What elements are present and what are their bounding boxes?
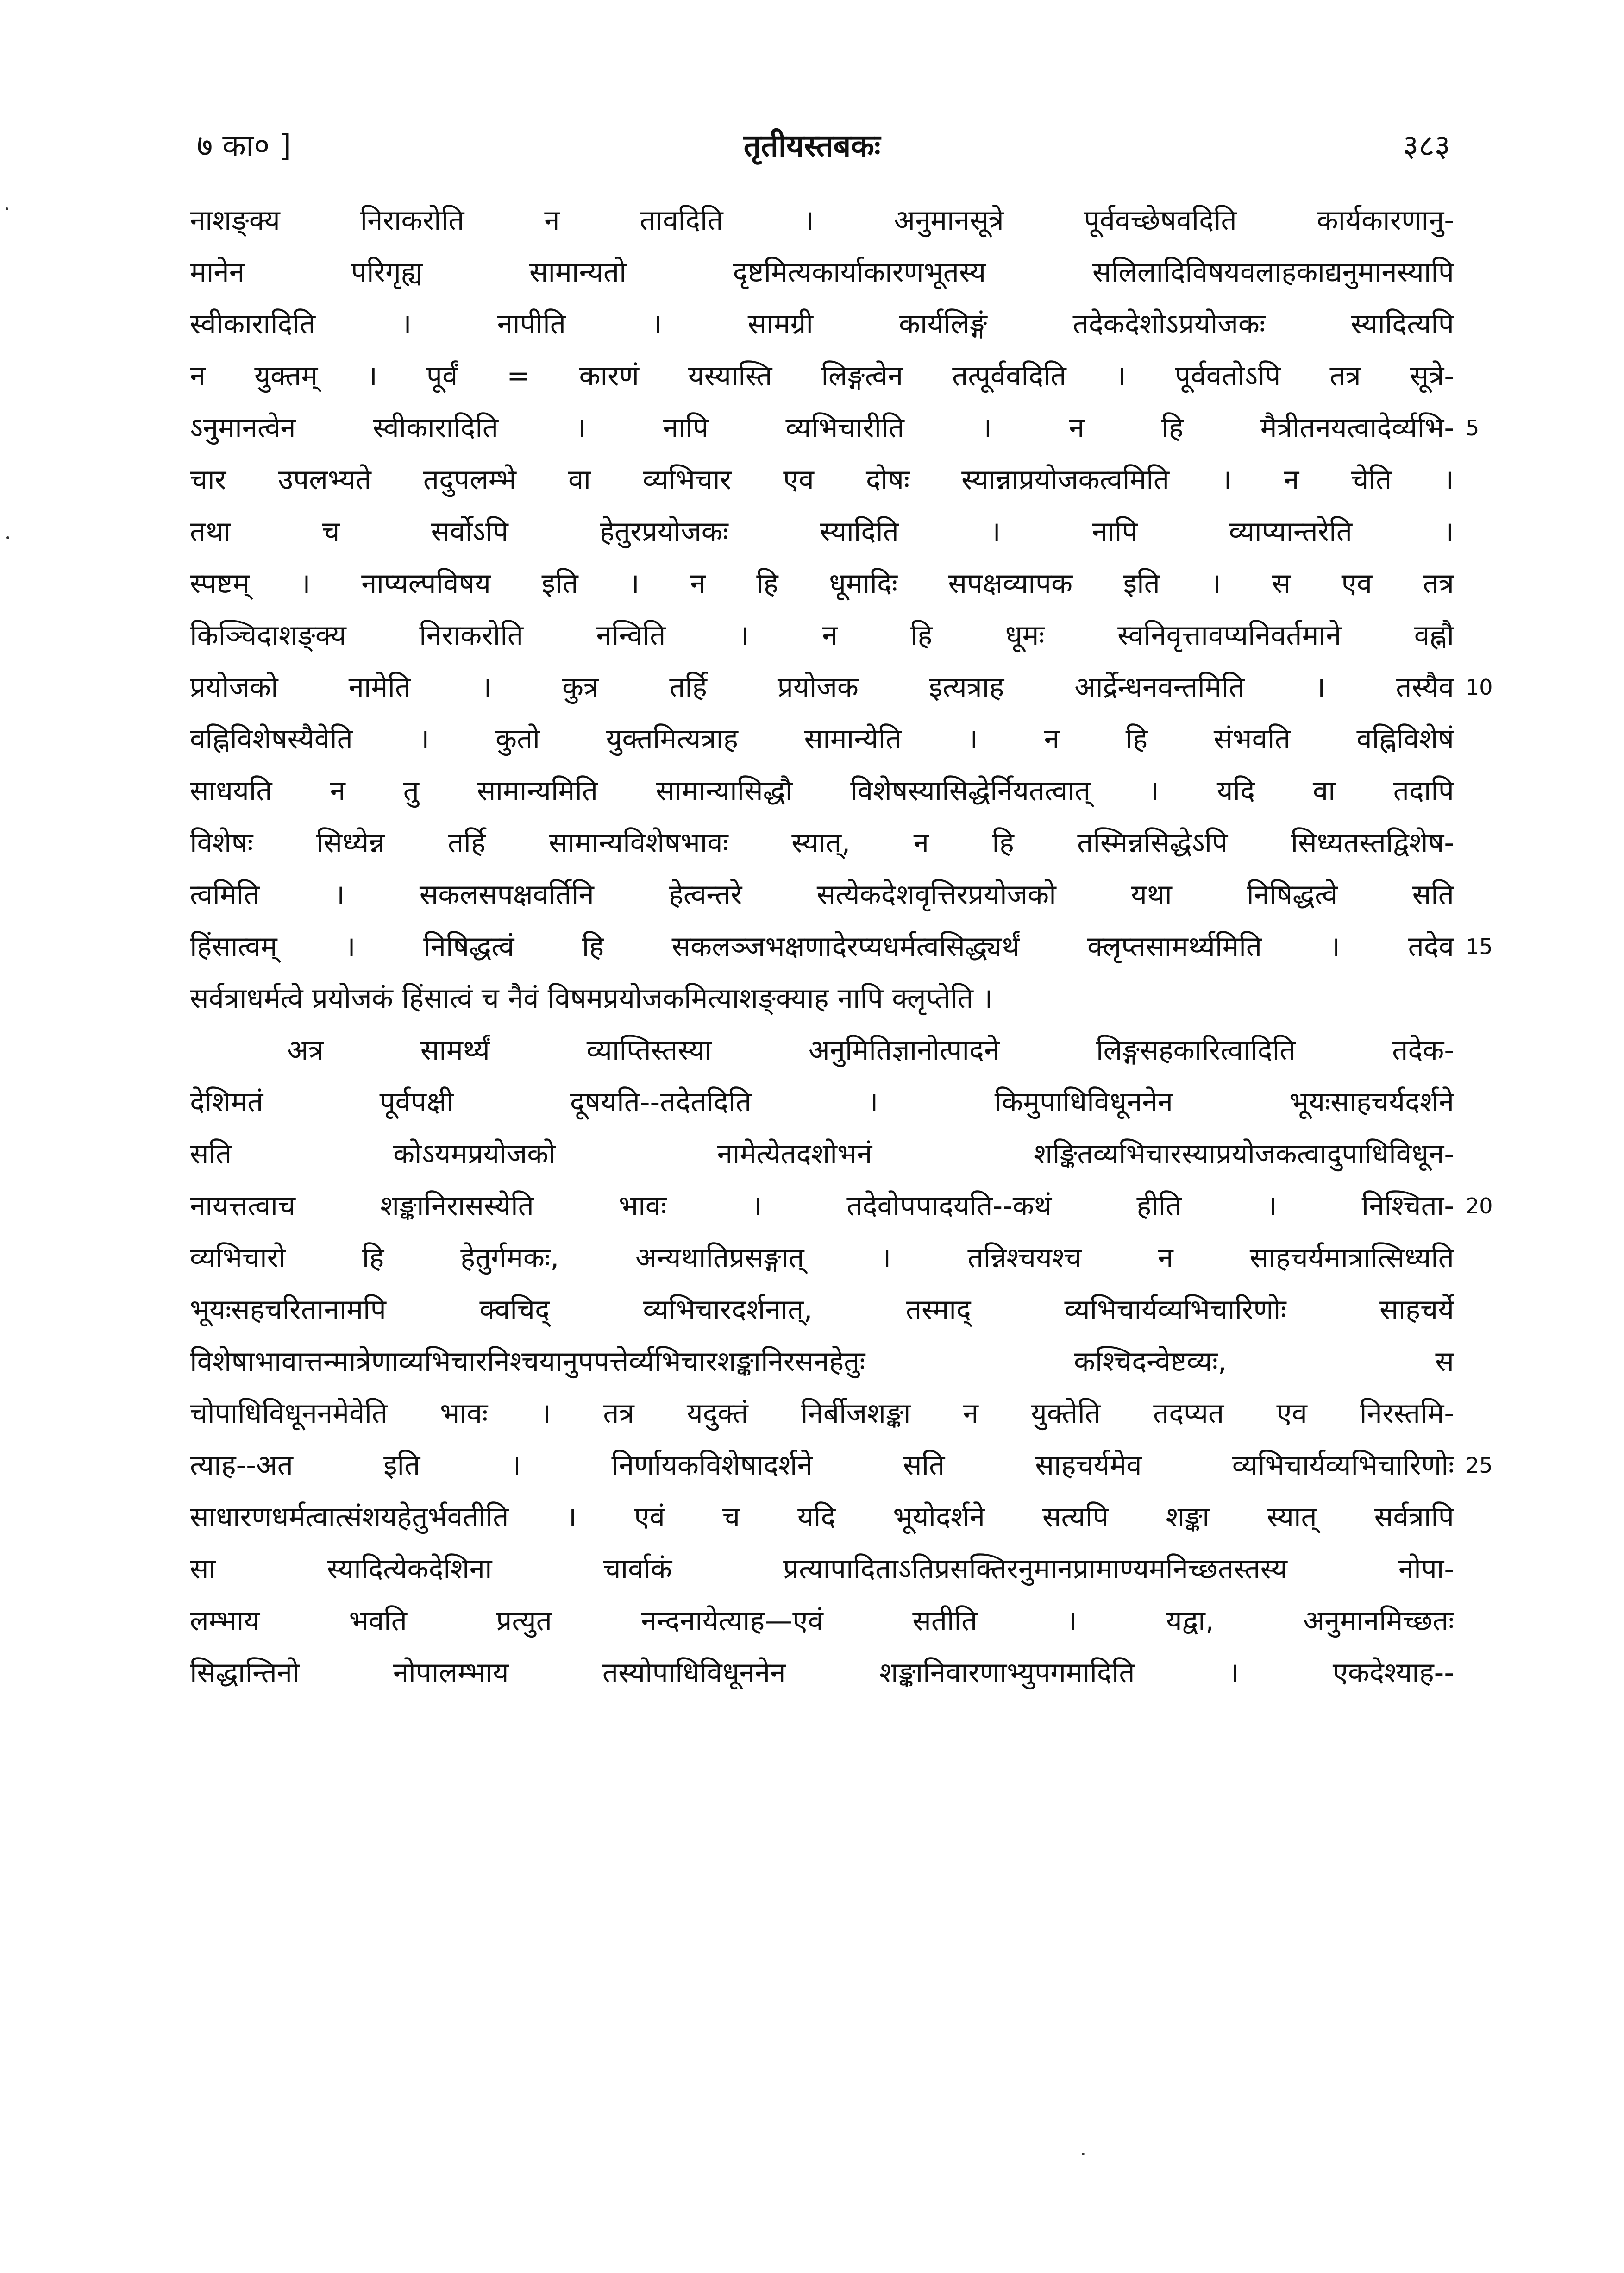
text-line: अत्र सामर्थ्यं व्याप्तिस्तस्या अनुमितिज्ञानोत्पादने लिङ्गसहकारित्वादिति तदेक- xyxy=(287,1034,1454,1067)
text-line: प्रयोजको नामेति । कुत्र तर्हि प्रयोजक इत्यत्राह आर्द्रेन्धनवन्तमिति । तस्यैव xyxy=(190,671,1454,703)
text-line: स्वीकारादिति । नापीति । सामग्री कार्यलिङ्गं तदेकदेशोऽप्रयोजकः स्यादित्यपि xyxy=(190,308,1454,340)
page-number: ३८३ xyxy=(1403,128,1450,163)
text-line: स्पष्टम् । नाप्यल्पविषय इति । न हि धूमादिः सपक्षव्यापक इति । स एव तत्र xyxy=(190,567,1454,600)
text-line: सर्वत्राधर्मत्वे प्रयोजकं हिंसात्वं च नैवं विषमप्रयोजकमित्याशङ्क्याह नापि क्लृप्तेति । xyxy=(190,982,993,1015)
text-line: भूयःसहचरितानामपि क्वचिद् व्यभिचारदर्शनात्, तस्माद् व्यभिचार्यव्यभिचारिणोः साहचर्ये xyxy=(190,1293,1454,1326)
header-chapter-title: तृतीयस्तबकः xyxy=(743,128,881,163)
text-line: किञ्चिदाशङ्क्य निराकरोति नन्विति । न हि धूमः स्वनिवृत्तावप्यनिवर्तमाने वह्नौ xyxy=(190,619,1454,652)
text-line: त्वमिति । सकलसपक्षवर्तिनि हेत्वन्तरे सत्येकदेशवृत्तिरप्रयोजको यथा निषिद्धत्वे सति xyxy=(190,879,1454,911)
text-line: हिंसात्वम् । निषिद्धत्वं हि सकलञ्जभक्षणादेरप्यधर्मत्वसिद्ध्यर्थं क्लृप्तसामर्थ्यमिति । तदेव xyxy=(190,930,1454,963)
text-line: सति कोऽयमप्रयोजको नामेत्येतदशोभनं शङ्कितव्यभिचारस्याप्रयोजकत्वादुपाधिविधून- xyxy=(190,1138,1454,1170)
scan-speck xyxy=(1082,2153,1085,2155)
line-number: 10 xyxy=(1466,675,1493,700)
text-line: चोपाधिविधूननमेवेति भावः । तत्र यदुक्तं निर्बीजशङ्का न युक्तेति तदप्यत एव निरस्तमि- xyxy=(190,1397,1454,1430)
text-line: ऽनुमानत्वेन स्वीकारादिति । नापि व्यभिचारीति । न हि मैत्रीतनयत्वादेर्व्यभि- xyxy=(190,412,1454,444)
text-line: विशेषः सिध्येन्न तर्हि सामान्यविशेषभावः स्यात्, न हि तस्मिन्नसिद्धेऽपि सिध्यतस्तद्विशेष- xyxy=(190,827,1454,859)
text-line: व्यभिचारो हि हेतुर्गमकः, अन्यथातिप्रसङ्गात् । तन्निश्चयश्च न साहचर्यमात्रात्सिध्यति xyxy=(190,1242,1454,1274)
scan-speck xyxy=(6,207,8,210)
text-line: सा स्यादित्येकदेशिना चार्वाकं प्रत्यापादिताऽतिप्रसक्तिरनुमानप्रामाण्यमनिच्छतस्तस्य नोपा- xyxy=(190,1553,1454,1585)
header-section-ref: ७ का० ] xyxy=(197,128,292,163)
line-number: 25 xyxy=(1466,1453,1493,1478)
text-line: साधयति न तु सामान्यमिति सामान्यासिद्धौ विशेषस्यासिद्धेर्नियतत्वात् । यदि वा तदापि xyxy=(190,775,1454,807)
text-line: त्याह--अत इति । निर्णायकविशेषादर्शने सति साहचर्यमेव व्यभिचार्यव्यभिचारिणोः xyxy=(190,1449,1454,1482)
text-line: वह्निविशेषस्यैवेति । कुतो युक्तमित्यत्राह सामान्येति । न हि संभवति वह्निविशेषं xyxy=(190,723,1454,755)
running-header xyxy=(0,118,1624,174)
line-number: 15 xyxy=(1466,934,1493,959)
line-number: 20 xyxy=(1466,1193,1493,1218)
text-line: न युक्तम् । पूर्वं = कारणं यस्यास्ति लिङ्गत्वेन तत्पूर्ववदिति । पूर्ववतोऽपि तत्र सूत्रे- xyxy=(190,360,1454,392)
text-line: तथा च सर्वोऽपि हेतुरप्रयोजकः स्यादिति । नापि व्याप्यान्तरेति । xyxy=(190,515,1454,548)
text-line: देशिमतं पूर्वपक्षी दूषयति--तदेतदिति । किमुपाधिविधूननेन भूयःसाहचर्यदर्शने xyxy=(190,1086,1454,1118)
text-line: मानेन परिगृह्य सामान्यतो दृष्टमित्यकार्याकारणभूतस्य सलिलादिविषयवलाहकाद्यनुमानस्यापि xyxy=(190,256,1454,289)
text-line: साधारणधर्मत्वात्संशयहेतुर्भवतीति । एवं च यदि भूयोदर्शने सत्यपि शङ्का स्यात् सर्वत्रापि xyxy=(190,1501,1454,1533)
line-number: 5 xyxy=(1466,415,1480,440)
text-line: विशेषाभावात्तन्मात्रेणाव्यभिचारनिश्चयानुपपत्तेर्व्यभिचारशङ्कानिरसनहेतुः कश्चिदन्वेष्टव्यः, स xyxy=(190,1345,1454,1378)
text-line: नाशङ्क्य निराकरोति न तावदिति । अनुमानसूत्रे पूर्ववच्छेषवदिति कार्यकारणानु- xyxy=(190,204,1454,237)
commentary-text xyxy=(190,195,1454,1699)
scan-speck xyxy=(6,536,9,539)
text-line: चार उपलभ्यते तदुपलम्भे वा व्यभिचार एव दोषः स्यान्नाप्रयोजकत्वमिति । न चेति । xyxy=(190,464,1454,496)
text-line: लम्भाय भवति प्रत्युत नन्दनायेत्याह—एवं सतीति । यद्वा, अनुमानमिच्छतः xyxy=(190,1605,1454,1637)
text-line: सिद्धान्तिनो नोपालम्भाय तस्योपाधिविधूननेन शङ्कानिवारणाभ्युपगमादिति । एकदेश्याह-- xyxy=(190,1657,1454,1689)
text-line: नायत्तत्वाच शङ्कानिरासस्येति भावः । तदेवोपपादयति--कथं हीति । निश्चिता- xyxy=(190,1190,1454,1222)
